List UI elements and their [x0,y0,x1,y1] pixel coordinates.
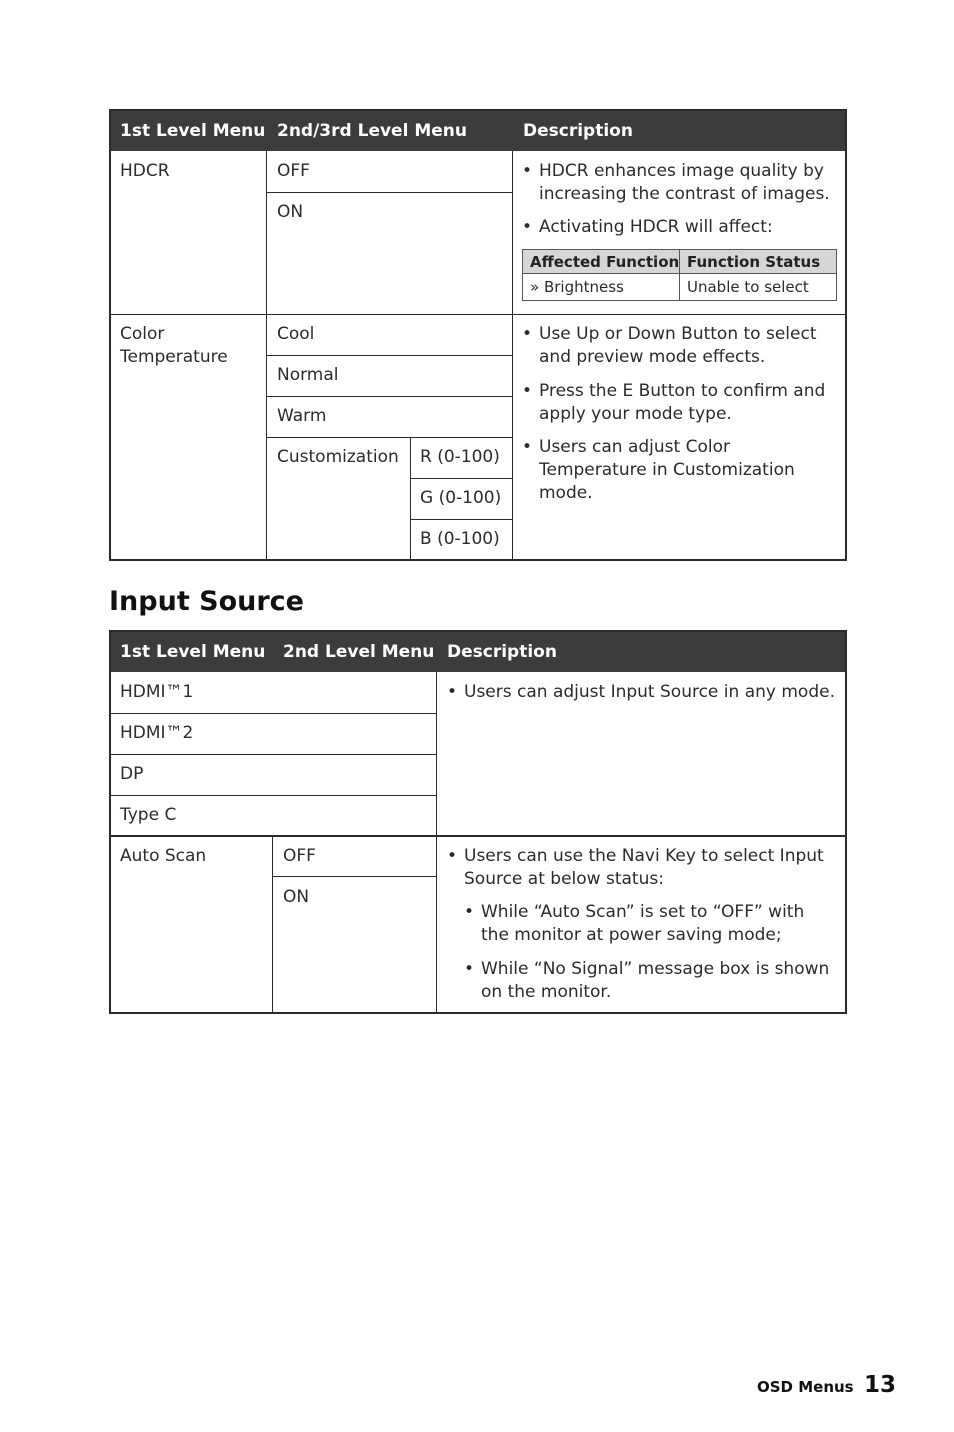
custom-value-b: B (0-100) [420,529,500,549]
affected-header-function: Affected Function [523,250,680,274]
affected-cell-status: Unable to select [687,278,809,296]
color-temp-bullet-1: • Use Up or Down Button to select and preview mode effects. [522,324,817,367]
page-number: 13 [864,1372,897,1398]
table2-header-col1: 1st Level Menu [110,631,273,672]
hdcr-bullet-1: • HDCR enhances image quality by increasing the contrast of images. [522,161,830,204]
custom-value-r: R (0-100) [420,447,500,467]
color-temp-label: Color Temperature [120,324,228,367]
source-dp: DP [120,764,144,784]
color-temp-option-cool: Cool [277,324,315,344]
auto-scan-label: Auto Scan [120,846,207,866]
source-hdmi1: HDMI™1 [120,682,194,702]
color-temp-bullet-2: • Press the E Button to confirm and apply your mode type. [522,381,826,424]
affected-cell-function: » Brightness [530,278,624,296]
table1-header-col3: Description [513,110,846,151]
footer-section-label: OSD Menus [757,1378,854,1396]
hdcr-label: HDCR [120,161,170,181]
section-title: Input Source [109,586,304,617]
hdcr-option-on: ON [277,202,304,222]
table1-header-col2: 2nd/3rd Level Menu [267,110,513,151]
hdcr-bullet-2: • Activating HDCR will affect: [522,217,773,237]
hdcr-option-off: OFF [277,161,310,181]
source-hdmi2: HDMI™2 [120,723,194,743]
sources-description: • Users can adjust Input Source in any mode. [447,682,835,702]
color-temp-option-warm: Warm [277,406,327,426]
table2-header-col3: Description [437,631,846,672]
auto-scan-option-off: OFF [283,846,316,866]
custom-value-g: G (0-100) [420,488,502,508]
table2-header-col2: 2nd Level Menu [273,631,437,672]
auto-scan-option-on: ON [283,887,310,907]
color-temp-bullet-3: • Users can adjust Color Temperature in Customization mode. [522,437,795,503]
color-temp-option-customization: Customization [277,447,399,467]
auto-scan-description: • Users can use the Navi Key to select Input Source at below status: [447,846,824,889]
auto-scan-sub-bullet-1: • While “Auto Scan” is set to “OFF” with the monitor at power saving mode; [464,902,805,945]
affected-header-status: Function Status [680,250,836,274]
auto-scan-sub-bullet-2: • While “No Signal” message box is shown on the monitor. [464,959,830,1002]
table1-header-col1: 1st Level Menu [110,110,267,151]
color-temp-option-normal: Normal [277,365,339,385]
source-type-c: Type C [120,805,177,825]
